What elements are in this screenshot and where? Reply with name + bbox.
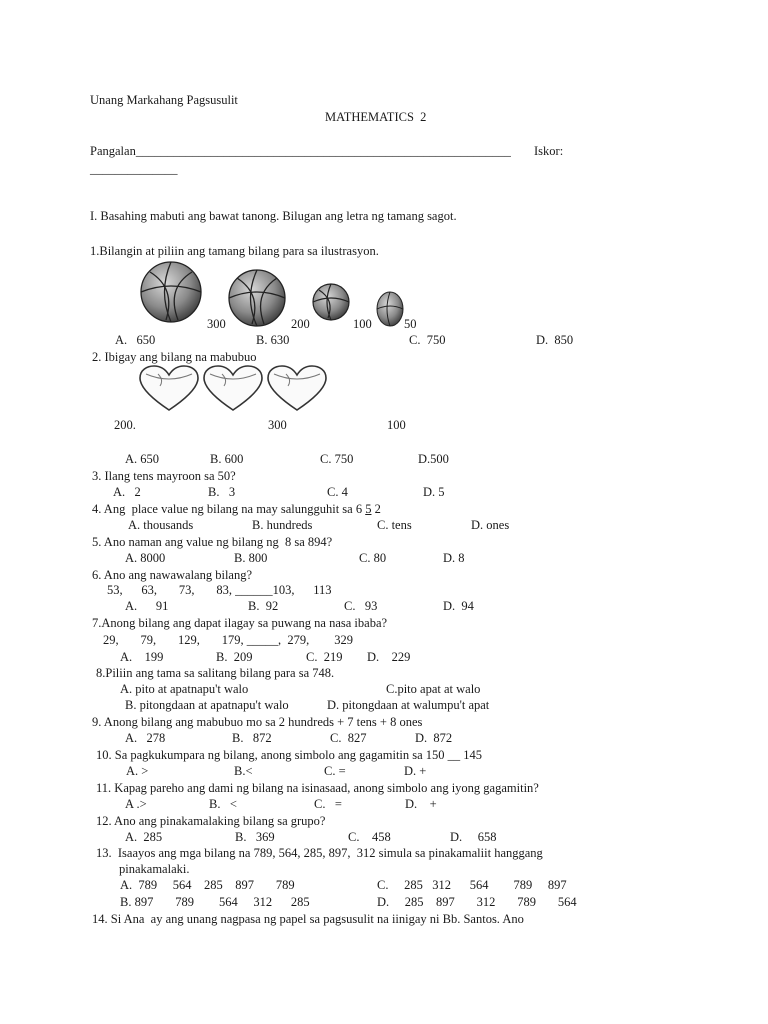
question-13: 13. Isaayos ang mga bilang na 789, 564, 285, 897, 312 simula sa pinakamaliit hanggang	[96, 846, 543, 860]
q2-choice-b[interactable]: B. 600	[210, 452, 244, 466]
question-9: 9. Anong bilang ang mabubuo mo sa 2 hundreds + 7 tens + 8 ones	[92, 715, 423, 729]
heart-icon-1	[140, 366, 198, 410]
q2-choice-d[interactable]: D.500	[418, 452, 449, 466]
basketball-icon-300	[141, 262, 201, 322]
q7-choice-c[interactable]: C. 219	[306, 650, 343, 664]
ball-value-50: 50	[404, 317, 417, 331]
exam-title: Unang Markahang Pagsusulit	[90, 93, 238, 107]
hearts-illustration	[138, 366, 328, 412]
question-14: 14. Si Ana ay ang unang nagpasa ng papel sa pagsusulit na iinigay ni Bb. Santos. Ano	[92, 912, 524, 926]
q3-choice-a[interactable]: A. 2	[113, 485, 141, 499]
ball-value-200: 200	[291, 317, 310, 331]
q6-choice-c[interactable]: C. 93	[344, 599, 378, 613]
q5-choice-c[interactable]: C. 80	[359, 551, 387, 565]
q9-choice-b[interactable]: B. 872	[232, 731, 272, 745]
q7-sequence: 29, 79, 129, 179, _____, 279, 329	[103, 633, 353, 647]
q3-choice-d[interactable]: D. 5	[423, 485, 445, 499]
ball-value-300: 300	[207, 317, 226, 331]
q10-choice-c[interactable]: C. =	[324, 764, 346, 778]
q4-choice-c[interactable]: C. tens	[377, 518, 412, 532]
question-11: 11. Kapag pareho ang dami ng bilang na isinasaad, anong simbolo ang iyong gagamitin?	[96, 781, 539, 795]
question-7: 7.Anong bilang ang dapat ilagay sa puwang na nasa ibaba?	[92, 616, 388, 630]
q13-choice-d[interactable]: D. 285 897 312 789 564	[377, 895, 577, 909]
q8-choice-d[interactable]: D. pitongdaan at walumpu't apat	[327, 698, 490, 712]
q4-choice-d[interactable]: D. ones	[471, 518, 510, 532]
q5-choice-d[interactable]: D. 8	[443, 551, 465, 565]
q12-choice-a[interactable]: A. 285	[125, 830, 163, 844]
basketball-icon-100	[313, 284, 349, 320]
score-field: ______________	[90, 162, 178, 176]
question-5: 5. Ano naman ang value ng bilang ng 8 sa 894?	[92, 535, 333, 549]
q3-choice-c[interactable]: C. 4	[327, 485, 348, 499]
q4-choice-b[interactable]: B. hundreds	[252, 518, 313, 532]
q1-choice-d[interactable]: D. 850	[536, 333, 574, 347]
question-6: 6. Ano ang nawawalang bilang?	[92, 568, 253, 582]
q10-choice-a[interactable]: A. >	[126, 764, 149, 778]
basketballs-illustration	[136, 262, 436, 332]
q6-choice-d[interactable]: D. 94	[443, 599, 474, 613]
heart-icon-3	[268, 366, 326, 410]
q11-choice-a[interactable]: A .>	[125, 797, 147, 811]
q11-choice-b[interactable]: B. <	[209, 797, 237, 811]
q3-choice-b[interactable]: B. 3	[208, 485, 236, 499]
basketball-icon-50	[377, 292, 403, 326]
q1-choice-c[interactable]: C. 750	[409, 333, 446, 347]
question-2: 2. Ibigay ang bilang na mabubuo	[92, 350, 257, 364]
question-8: 8.Piliin ang tama sa salitang bilang para sa 748.	[96, 666, 335, 680]
basketball-icon-200	[229, 270, 285, 326]
q7-choice-b[interactable]: B. 209	[216, 650, 253, 664]
q13-choice-a[interactable]: A. 789 564 285 897 789	[120, 878, 295, 892]
q11-choice-c[interactable]: C. =	[314, 797, 342, 811]
q2-choice-a[interactable]: A. 650	[125, 452, 160, 466]
q13-choice-c[interactable]: C. 285 312 564 789 897	[377, 878, 567, 892]
heart-value-200: 200.	[114, 418, 136, 432]
q11-choice-d[interactable]: D. +	[405, 797, 437, 811]
q7-choice-a[interactable]: A. 199	[120, 650, 164, 664]
heart-icon-2	[204, 366, 262, 410]
ball-value-100: 100	[353, 317, 372, 331]
q9-choice-c[interactable]: C. 827	[330, 731, 367, 745]
q9-choice-a[interactable]: A. 278	[125, 731, 166, 745]
q6-sequence: 53, 63, 73, 83, ______103, 113	[107, 583, 332, 597]
q12-choice-d[interactable]: D. 658	[450, 830, 497, 844]
q2-choice-c[interactable]: C. 750	[320, 452, 354, 466]
q12-choice-b[interactable]: B. 369	[235, 830, 275, 844]
question-4: 4. Ang place value ng bilang na may salungguhit sa 6 5 2	[92, 502, 381, 516]
q6-choice-a[interactable]: A. 91	[125, 599, 169, 613]
question-1: 1.Bilangin at piliin ang tamang bilang para sa ilustrasyon.	[90, 244, 379, 258]
question-3: 3. Ilang tens mayroon sa 50?	[92, 469, 236, 483]
question-12: 12. Ano ang pinakamalaking bilang sa grupo?	[96, 814, 326, 828]
q10-choice-b[interactable]: B.<	[234, 764, 253, 778]
heart-value-100: 100	[387, 418, 406, 432]
q8-choice-b[interactable]: B. pitongdaan at apatnapu't walo	[125, 698, 289, 712]
q12-choice-c[interactable]: C. 458	[348, 830, 391, 844]
q4-choice-a[interactable]: A. thousands	[128, 518, 194, 532]
q10-choice-d[interactable]: D. +	[404, 764, 427, 778]
underlined-digit: 5	[365, 502, 372, 516]
q13-choice-b[interactable]: B. 897 789 564 312 285	[120, 895, 310, 909]
question-10: 10. Sa pagkukumpara ng bilang, anong simbolo ang gagamitin sa 150 __ 145	[96, 748, 483, 762]
q5-choice-b[interactable]: B. 800	[234, 551, 268, 565]
q1-choice-b[interactable]: B. 630	[256, 333, 290, 347]
q7-choice-d[interactable]: D. 229	[367, 650, 411, 664]
question-13-continued: pinakamalaki.	[119, 862, 190, 876]
q6-choice-b[interactable]: B. 92	[248, 599, 279, 613]
q9-choice-d[interactable]: D. 872	[415, 731, 453, 745]
heart-value-300: 300	[268, 418, 287, 432]
q1-choice-a[interactable]: A. 650	[115, 333, 156, 347]
score-label: Iskor:	[534, 144, 564, 158]
q8-choice-a[interactable]: A. pito at apatnapu't walo	[120, 682, 249, 696]
subject-title: MATHEMATICS 2	[325, 110, 427, 124]
q8-choice-c[interactable]: C.pito apat at walo	[386, 682, 481, 696]
q5-choice-a[interactable]: A. 8000	[125, 551, 166, 565]
instruction: I. Basahing mabuti ang bawat tanong. Bilugan ang letra ng tamang sagot.	[90, 209, 457, 223]
name-field: Pangalan____________________________________________________________	[90, 144, 511, 158]
